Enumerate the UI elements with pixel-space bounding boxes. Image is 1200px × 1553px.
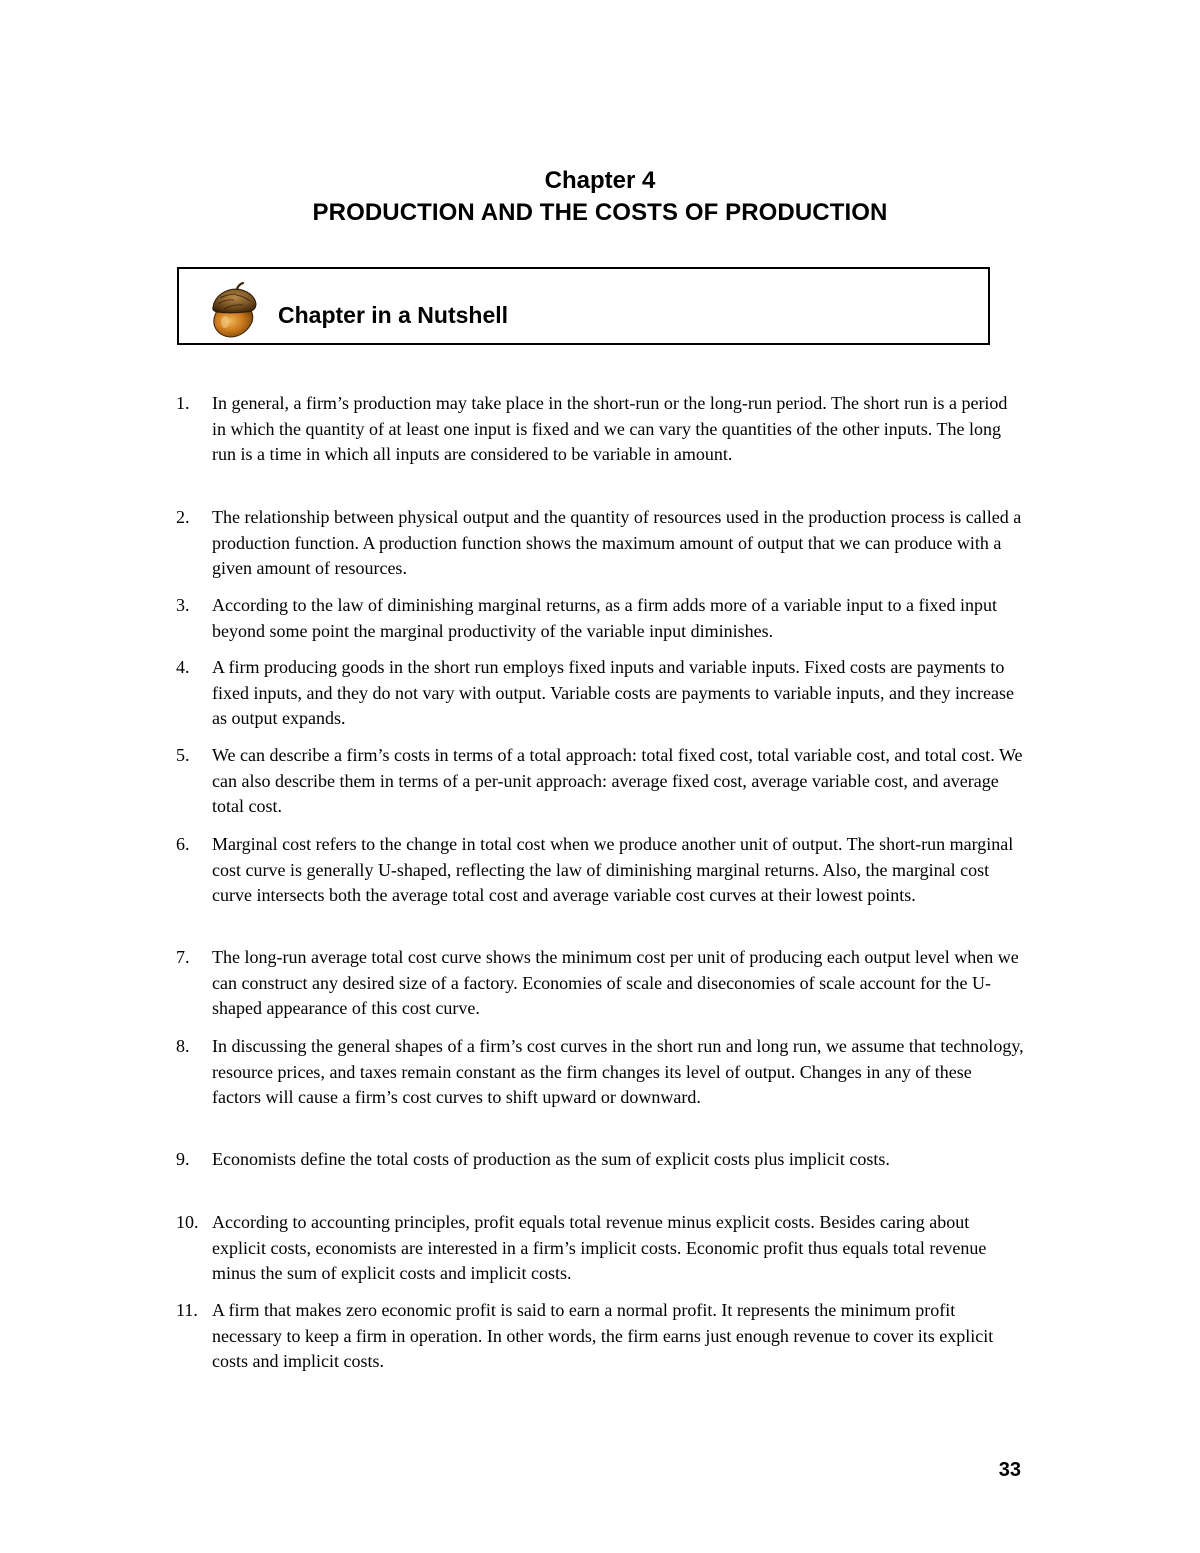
item-number: 5.	[176, 745, 190, 765]
item-number: 7.	[176, 947, 190, 967]
item-number: 9.	[176, 1149, 190, 1169]
item-number: 2.	[176, 507, 190, 527]
item-number: 3.	[176, 595, 190, 615]
item-number: 6.	[176, 834, 190, 854]
chapter-in-a-nutshell-box	[177, 267, 990, 345]
item-text: Marginal cost refers to the change in total cost when we produce another unit of output. The short-run marginal cost curve is generally U-shaped, reflecting the law of diminishing marginal returns. Also, the marginal cost curve intersects both the average total cost and average variable cost curves at their lowest points.	[212, 834, 1014, 905]
item-text: A firm that makes zero economic profit is said to earn a normal profit. It represents the minimum profit necessary to keep a firm in operation. In other words, the firm earns just enough revenue to cover its explicit costs and implicit costs.	[212, 1300, 994, 1371]
item-number: 4.	[176, 657, 190, 677]
chapter-label: Chapter 4	[544, 167, 656, 194]
page-number: 33	[998, 1459, 1021, 1481]
item-text: We can describe a firm’s costs in terms of a total approach: total fixed cost, total variable cost, and total cost. We can also describe them in terms of a per-unit approach: average fixed cost, average variable cost, and average total cost.	[212, 745, 1023, 816]
item-text: According to accounting principles, profit equals total revenue minus explicit costs. Besides caring about explicit costs, economists are interested in a firm’s implicit costs. Economic profit thus equals total revenue minus the sum of explicit costs and implicit costs.	[212, 1212, 987, 1283]
chapter-title: PRODUCTION AND THE COSTS OF PRODUCTION	[312, 199, 888, 226]
item-text: The long-run average total cost curve shows the minimum cost per unit of producing each output level when we can construct any desired size of a factory. Economies of scale and diseconomies of scale account for the U-shaped appearance of this cost curve.	[212, 947, 1019, 1018]
item-text: The relationship between physical output and the quantity of resources used in the production process is called a production function. A production function shows the maximum amount of output that we can produce with a given amount of resources.	[212, 507, 1022, 578]
item-text: In discussing the general shapes of a firm’s cost curves in the short run and long run, we assume that technology, resource prices, and taxes remain constant as the firm changes its level of output. Changes in any of these factors will cause a firm’s cost curves to shift upward or downward.	[212, 1036, 1024, 1107]
item-text: Economists define the total costs of production as the sum of explicit costs plus implicit costs.	[212, 1149, 890, 1169]
item-number: 10.	[176, 1212, 199, 1232]
acorn-icon	[206, 282, 260, 338]
nutshell-heading: Chapter in a Nutshell	[278, 302, 509, 328]
item-text: A firm producing goods in the short run employs fixed inputs and variable inputs. Fixed costs are payments to fixed inputs, and they do not vary with output. Variable costs are payments to variable inputs, and they increase as output expands.	[212, 657, 1014, 728]
item-number: 1.	[176, 393, 190, 413]
item-text: According to the law of diminishing marginal returns, as a firm adds more of a variable input to a fixed input beyond some point the marginal productivity of the variable input diminishes.	[212, 595, 997, 641]
item-number: 11.	[176, 1300, 198, 1320]
item-text: In general, a firm’s production may take place in the short-run or the long-run period. The short run is a period in which the quantity of at least one input is fixed and we can vary the quantities of the other inputs. The long run is a time in which all inputs are considered to be variable in amount.	[212, 393, 1008, 464]
item-number: 8.	[176, 1036, 190, 1056]
